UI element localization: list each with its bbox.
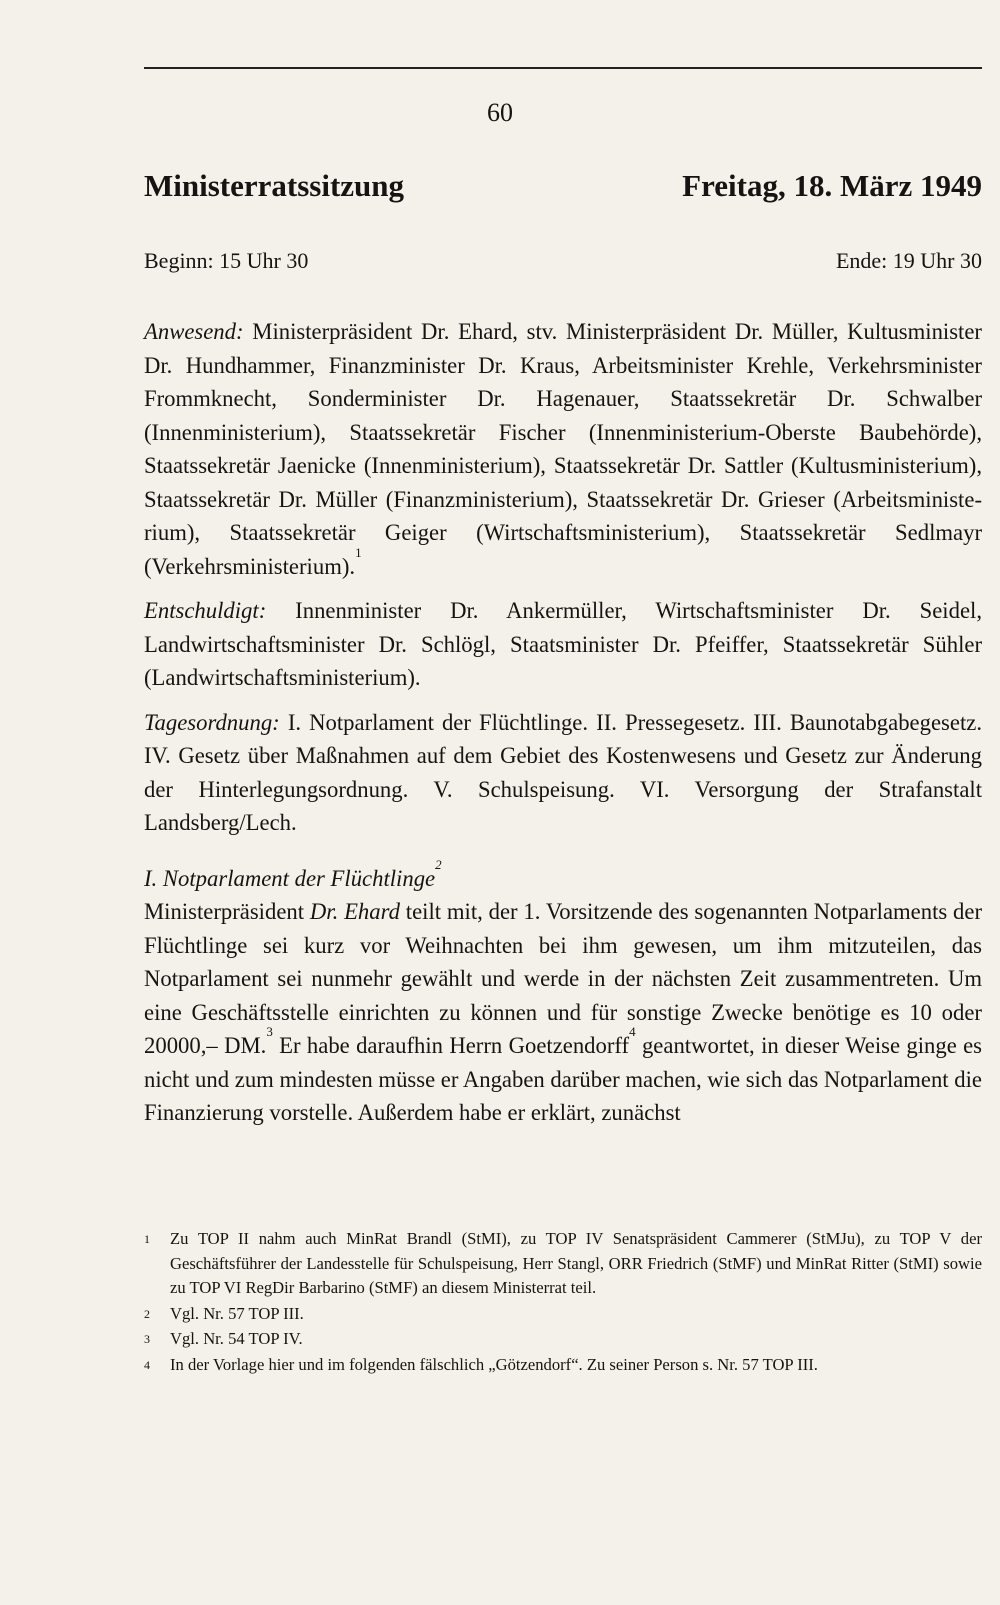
end-time: Ende: 19 Uhr 30 xyxy=(835,248,982,273)
footnote-ref-1: 1 xyxy=(355,544,362,560)
agenda-label: Tagesordnung: xyxy=(144,709,280,735)
footnote xyxy=(144,1302,982,1327)
footnotes xyxy=(144,1227,982,1378)
section-text-c: geantwortet, in dieser Weise ginge es nicht und zum mindesten müsse er Angaben darüber machen, wie sich das Notparlament die Finanzierung vorstelle. Außerdem habe er erklärt, zunächst xyxy=(144,1033,983,1125)
page-number: 60 xyxy=(487,98,513,127)
section-text-intro: Ministerpräsident xyxy=(144,899,310,924)
footnote-number: 2 xyxy=(144,1306,150,1321)
agenda-text: I. Notparlament der Flüchtlinge. II. Pressegesetz. III. Baunotabgabegesetz. IV. Gesetz über Maßnahmen auf dem Gebiet des Kostenwesens und Gesetz zur Änderung der Hinterlegungsordnung. V. Schulspeisung. VI. Versorgung der Strafanstalt Landsberg/Lech. xyxy=(144,709,982,835)
session-date: Freitag, 18. März 1949 xyxy=(682,168,982,203)
footnote xyxy=(144,1327,982,1352)
footnote-text: Vgl. Nr. 57 TOP III. xyxy=(170,1303,304,1323)
footnote-ref-3: 3 xyxy=(266,1024,273,1039)
section-paragraph xyxy=(144,895,982,1130)
footnote xyxy=(144,1227,982,1301)
start-time: Beginn: 15 Uhr 30 xyxy=(144,248,309,273)
footnote-ref-4: 4 xyxy=(629,1024,636,1039)
footnote-text: In der Vorlage hier und im folgenden fälschlich „Götzendorf“. Zu seiner Person s. Nr. 57 TOP III. xyxy=(170,1354,818,1374)
session-times xyxy=(144,248,982,274)
speaker-name: Dr. Ehard xyxy=(309,899,400,924)
excused-label: Entschuldigt: xyxy=(144,598,267,623)
footnote-number: 3 xyxy=(144,1332,150,1346)
attendees-text: Ministerpräsident Dr. Ehard, stv. Ministerpräsident Dr. Müller, Kultusminister Dr. Hundhammer, Finanzminister Dr. Kraus, Arbeitsminister Krehle, Verkehrsminister Frommknecht, Sonderminister Dr. Hagenauer, Staatssekretär Dr. Schwalber (Innenministerium), Staatssekretär Fischer (Innenministerium-Oberste Baubehörde), Staatssekretär Jaenicke (Innenministerium), Staatssekretär Dr. Sattler (Kultusministerium), Staatssekretär Dr. Müller (Finanzministerium), Staatssekretär Dr. Grieser (Arbeitsministerium), Staatssekretär Geiger (Wirtschaftsministerium), Staatssekretär Sedlmayr (Verkehrsministerium). xyxy=(144,319,982,579)
header-rule xyxy=(144,67,982,69)
section-text-a: teilt mit, der 1. Vorsitzende des sogenannten Notparlaments der Flüchtlinge sei kurz vor Weihnachten bei ihm gewesen, um ihm mitzuteilen, das Notparlament sei nunmehr gewählt und werde in der nächsten Zeit zusammentreten. Um eine Geschäftsstelle einrichten zu können und für sonstige Zwecke benötige es 10 oder 20000,– DM. xyxy=(144,899,983,1058)
footnote-number: 4 xyxy=(144,1357,150,1372)
section-heading-text: I. Notparlament der Flüchtlinge xyxy=(144,865,436,891)
excused-text: Innenminister Dr. Ankermüller, Wirtschaftsminister Dr. Seidel, Landwirtschaftsminister Dr. Schlögl, Staatsminister Dr. Pfeiffer, Staatssekretär Sühler (Landwirtschaftsministerium). xyxy=(144,598,982,690)
agenda-paragraph xyxy=(144,706,982,840)
session-header xyxy=(144,168,982,204)
attendees-label: Anwesend: xyxy=(144,319,244,344)
section-text-b: Er habe daraufhin Herrn Goetzendorff xyxy=(272,1033,630,1058)
footnote-text: Zu TOP II nahm auch MinRat Brandl (StMI), zu TOP IV Senatspräsident Cammerer (StMJu), zu TOP V der Geschäftsführer der Landesstelle für Schulspeisung, Herr Stangl, ORR Friedrich (StMF) und MinRat Ritter (StMI) sowie zu TOP VI RegDir Barbarino (StMF) an diesem Ministerrat teil. xyxy=(170,1229,982,1297)
section-heading xyxy=(144,856,982,896)
footnote xyxy=(144,1353,982,1378)
footnote-text: Vgl. Nr. 54 TOP IV. xyxy=(170,1329,303,1348)
session-title: Ministerratssitzung xyxy=(144,168,405,203)
footnote-number: 1 xyxy=(144,1232,150,1246)
main-text xyxy=(144,315,982,1130)
attendees-paragraph xyxy=(144,315,982,583)
excused-paragraph xyxy=(144,594,982,695)
footnote-ref-2: 2 xyxy=(435,856,442,872)
